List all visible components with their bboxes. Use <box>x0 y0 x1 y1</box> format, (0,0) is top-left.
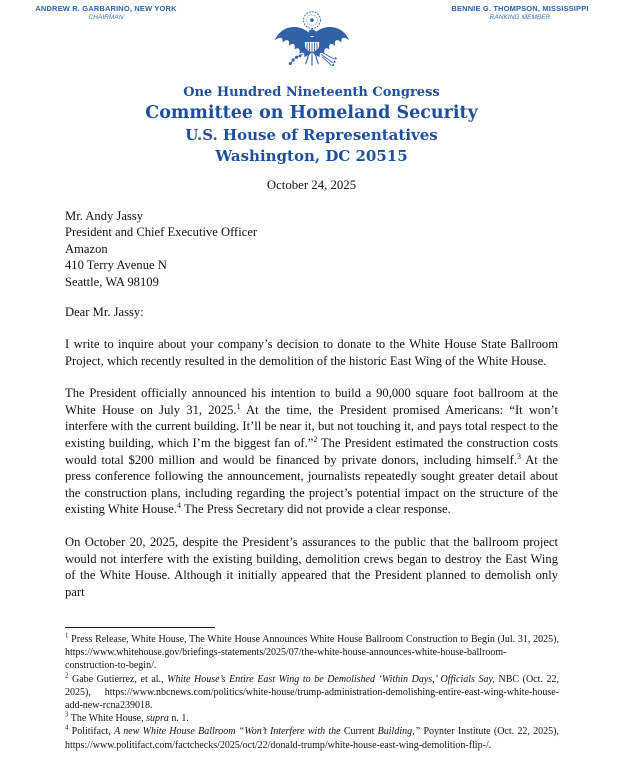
recipient-address <box>65 208 558 290</box>
salutation: Dear Mr. Jassy: <box>65 305 144 320</box>
footnote-1: $^1$ Press Release, White House, The White House Announces White House Ballroom Construction to Begin (Jul. 31, 2025), https://www.whitehouse.gov/briefings-statements/2025/07/the-white-house-announces-white-house-ballroom-construction-to-begin/. <box>65 632 559 672</box>
body-paragraph-2: The President officially announced his intention to build a 90,000 square foot ballroom at the White House on July 31, 2025.$^1$ At the time, the President promised Americans: “It won’t interfere with the current building. It’ll be near it, but not touching it, and pays total respect to the existing building, which I’m the biggest fan of.”$^2$ The President estimated the construction costs would total $200 million and would be financed by private donors, including himself.$^3$ At the press conference following the announcement, journalists repeatedly sought greater detail about the construction plans, including regarding the project’s potential impact on the structure of the existing White House.$^4$ The Press Secretary did not provide a clear response. <box>65 386 558 517</box>
recipient-title: President and Chief Executive Officer <box>65 225 258 240</box>
congress-line: One Hundred Nineteenth Congress <box>183 85 440 100</box>
chairman-block <box>21 4 191 21</box>
body-paragraph-3: On October 20, 2025, despite the President’s assurances to the public that the ballroom project would not interfere with the existing building, demolition crews began to destroy the East Wing of the White House. Although it initially appeared that the President planned to demolish only part <box>65 534 558 599</box>
city-line: Washington, DC 20515 <box>215 147 408 165</box>
chairman-name: ANDREW R. GARBARINO, NEW YORK <box>35 4 177 13</box>
letterhead <box>35 0 589 165</box>
footnotes-section <box>65 627 559 752</box>
chamber-line: U.S. House of Representatives <box>185 126 438 144</box>
recipient-city: Seattle, WA 98109 <box>65 274 159 289</box>
ranking-member-name: BENNIE G. THOMPSON, MISSISSIPPI <box>451 4 589 13</box>
letter-date: October 24, 2025 <box>266 178 357 192</box>
footnote-4: $^4$ Politifact, A new White House Ballroom “Won’t Interfere with the Current Building,” Poynter Institute (Oct. 22, 2025), https://www.politifact.com/factchecks/2025/oct/22/donald-trump/white-house-east-wing-demolition-flip-/. <box>65 725 559 751</box>
body-paragraph-1: I write to inquire about your company’s decision to donate to the White House State Ballroom Project, which recently resulted in the demolition of the historic East Wing of the White House. <box>65 337 558 368</box>
committee-name: Committee on Homeland Security <box>145 103 478 123</box>
footnote-2: $^2$ Gabe Gutierrez, et al., White House’s Entire East Wing to be Demolished ‘Within Days,’ Officials Say, NBC (Oct. 22, 2025), https://www.nbcnews.com/politics/white-house/trump-administration-demolishing-entire-east-wing-white-house-add-new-rcna239018. <box>65 672 559 712</box>
ranking-member-title: RANKING MEMBER <box>489 14 551 21</box>
footnote-separator <box>65 627 215 628</box>
recipient-street: 410 Terry Avenue N <box>65 258 167 273</box>
chairman-title: CHAIRMAN <box>88 14 124 21</box>
ranking-member-block <box>430 4 610 21</box>
footnote-3: $^3$ The White House, supra n. 1. <box>65 711 189 725</box>
recipient-company: Amazon <box>65 241 108 256</box>
recipient-name: Mr. Andy Jassy <box>65 209 144 223</box>
